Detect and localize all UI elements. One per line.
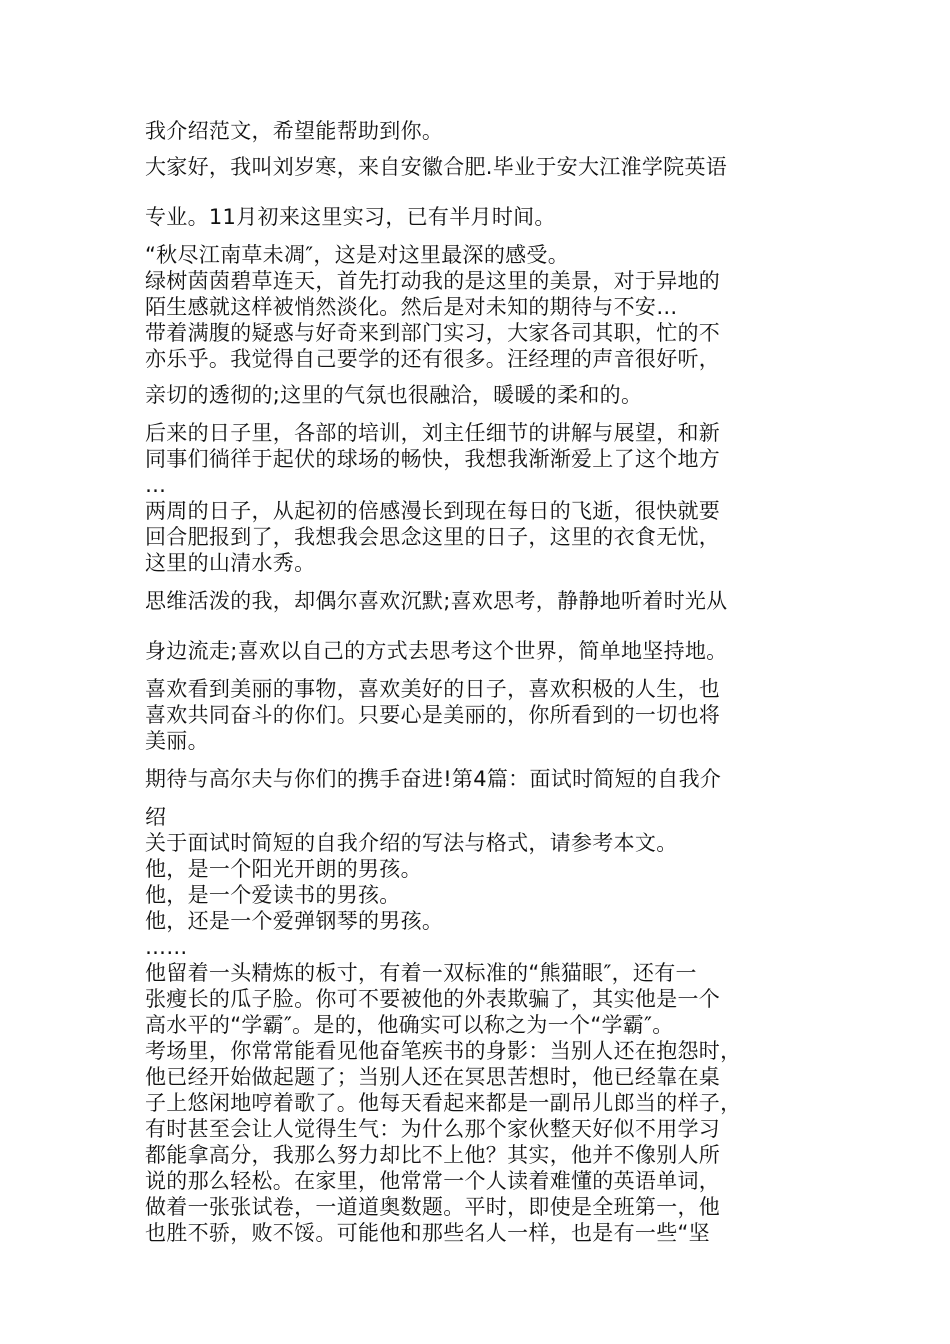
- text-line: 考场里，你常常能看见他奋笔疾书的身影：当别人还在抱怨时，: [145, 1039, 742, 1063]
- text-line: 带着满腹的疑惑与好奇来到部门实习，大家各司其职，忙的不: [145, 321, 721, 345]
- text-line: 绍: [145, 805, 167, 829]
- text-line: 绿树茵茵碧草连天，首先打动我的是这里的美景，对于异地的: [145, 269, 721, 293]
- text-line: 陌生感就这样被悄然淡化。然后是对未知的期待与不安…: [145, 295, 678, 319]
- text-line: “秋尽江南草未凋″，这是对这里最深的感受。: [145, 243, 570, 267]
- text-line: ……: [145, 935, 188, 959]
- text-line: 期待与高尔夫与你们的携手奋进!第4篇：面试时简短的自我介: [145, 767, 722, 791]
- text-line: 喜欢看到美丽的事物，喜欢美好的日子，喜欢积极的人生，也: [145, 677, 721, 701]
- text-line: 身边流走;喜欢以自己的方式去思考这个世界，简单地坚持地。: [145, 639, 728, 663]
- text-line: 都能拿高分，我那么努力却比不上他？其实，他并不像别人所: [145, 1143, 721, 1167]
- text-line: 也胜不骄，败不馁。可能他和那些名人一样，也是有一些“坚: [145, 1221, 710, 1245]
- text-line: 他，是一个阳光开朗的男孩。: [145, 857, 422, 881]
- text-line: 这里的山清水秀。: [145, 551, 316, 575]
- text-line: 回合肥报到了，我想我会思念这里的日子，这里的衣食无忧，: [145, 525, 721, 549]
- text-line: 喜欢共同奋斗的你们。只要心是美丽的，你所看到的一切也将: [145, 703, 721, 727]
- text-line: 亲切的透彻的;这里的气氛也很融洽，暖暖的柔和的。: [145, 383, 643, 407]
- text-line: 大家好，我叫刘岁寒，来自安徽合肥.毕业于安大江淮学院英语: [145, 155, 728, 179]
- text-line: 亦乐乎。我觉得自己要学的还有很多。汪经理的声音很好听，: [145, 347, 721, 371]
- text-line: 说的那么轻松。在家里，他常常一个人读着难懂的英语单词，: [145, 1169, 721, 1193]
- text-line: 高水平的“学霸″。是的，他确实可以称之为一个“学霸″。: [145, 1013, 674, 1037]
- text-line: 张瘦长的瓜子脸。你可不要被他的外表欺骗了，其实他是一个: [145, 987, 721, 1011]
- text-line: 思维活泼的我，却偶尔喜欢沉默;喜欢思考，静静地听着时光从: [145, 589, 728, 613]
- text-line: …: [145, 473, 167, 497]
- text-line: 同事们徜徉于起伏的球场的畅快，我想我渐渐爱上了这个地方: [145, 447, 721, 471]
- text-line: 子上悠闲地哼着歌了。他每天看起来都是一副吊儿郎当的样子，: [145, 1091, 742, 1115]
- text-line: 他，是一个爱读书的男孩。: [145, 883, 401, 907]
- text-line: 美丽。: [145, 729, 209, 753]
- document-body: [145, 118, 810, 1246]
- text-line: 专业。11月初来这里实习，已有半月时间。: [145, 205, 556, 229]
- text-line: 我介绍范文，希望能帮助到你。: [145, 119, 444, 143]
- text-line: 两周的日子，从起初的倍感漫长到现在每日的飞逝，很快就要: [145, 499, 721, 523]
- text-line: 后来的日子里，各部的培训，刘主任细节的讲解与展望，和新: [145, 421, 721, 445]
- text-line: 做着一张张试卷，一道道奥数题。平时，即使是全班第一，他: [145, 1195, 721, 1219]
- text-line: 有时甚至会让人觉得生气：为什么那个家伙整天好似不用学习: [145, 1117, 721, 1141]
- text-line: 他，还是一个爱弹钢琴的男孩。: [145, 909, 444, 933]
- text-line: 他已经开始做起题了；当别人还在冥思苦想时，他已经靠在桌: [145, 1065, 721, 1089]
- text-line: 他留着一头精炼的板寸，有着一双标准的“熊猫眼″，还有一: [145, 961, 697, 985]
- text-line: 关于面试时简短的自我介绍的写法与格式，请参考本文。: [145, 831, 678, 855]
